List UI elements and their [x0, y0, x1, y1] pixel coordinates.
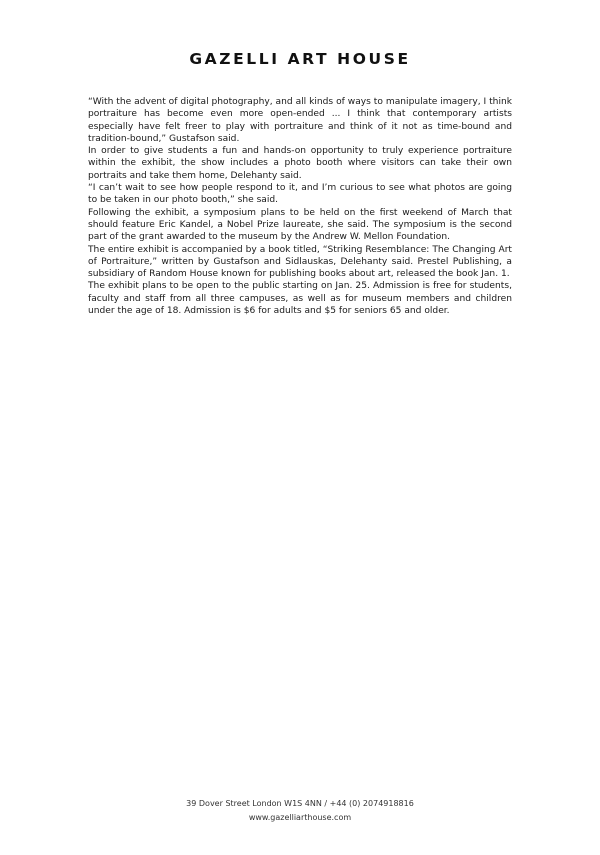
paragraph-admission: The exhibit plans to be open to the public starting on Jan. 25. Admission is free for students, faculty and staff from all three campuses, as well as for museum members and children under the age of 18. Admission is $6 for adults and $5 for seniors 65 and older. [88, 281, 512, 317]
gallery-name-header: GAZELLI ART HOUSE [189, 50, 411, 68]
article-body [88, 96, 512, 317]
paragraph-book: The entire exhibit is accompanied by a book titled, “Striking Resemblance: The Changing Art of Portraiture,” written by Gustafson and Sidlauskas, Delehanty said. Prestel Publishing, a subsidiary of Random House known for publishing books about art, released the book Jan. 1. [88, 244, 512, 280]
footer-address: 39 Dover Street London W1S 4NN / +44 (0) 2074918816 [186, 799, 414, 808]
footer-website-link[interactable]: www.gazelliarthouse.com [248, 813, 352, 822]
paragraph-quote-gustafson: “With the advent of digital photography, and all kinds of ways to manipulate imagery, I think portraiture has become even more open-ended ... I think that contemporary artists especially have felt freer to play with portraiture and think of it not as time-bound and tradition-bound,” Gustafson said. [88, 97, 512, 144]
paragraph-quote-delehanty: “I can’t wait to see how people respond to it, and I’m curious to see what photos are going to be taken in our photo booth,” she said. [88, 183, 512, 206]
paragraph-photo-booth: In order to give students a fun and hands-on opportunity to truly experience portraiture within the exhibit, the show includes a photo booth where visitors can take their own portraits and take them home, Delehanty said. [88, 146, 512, 181]
paragraph-symposium: Following the exhibit, a symposium plans to be held on the first weekend of March that should feature Eric Kandel, a Nobel Prize laureate, she said. The symposium is the second part of the grant awarded to the museum by the Andrew W. Mellon Foundation. [88, 207, 512, 243]
page-footer [0, 797, 600, 825]
